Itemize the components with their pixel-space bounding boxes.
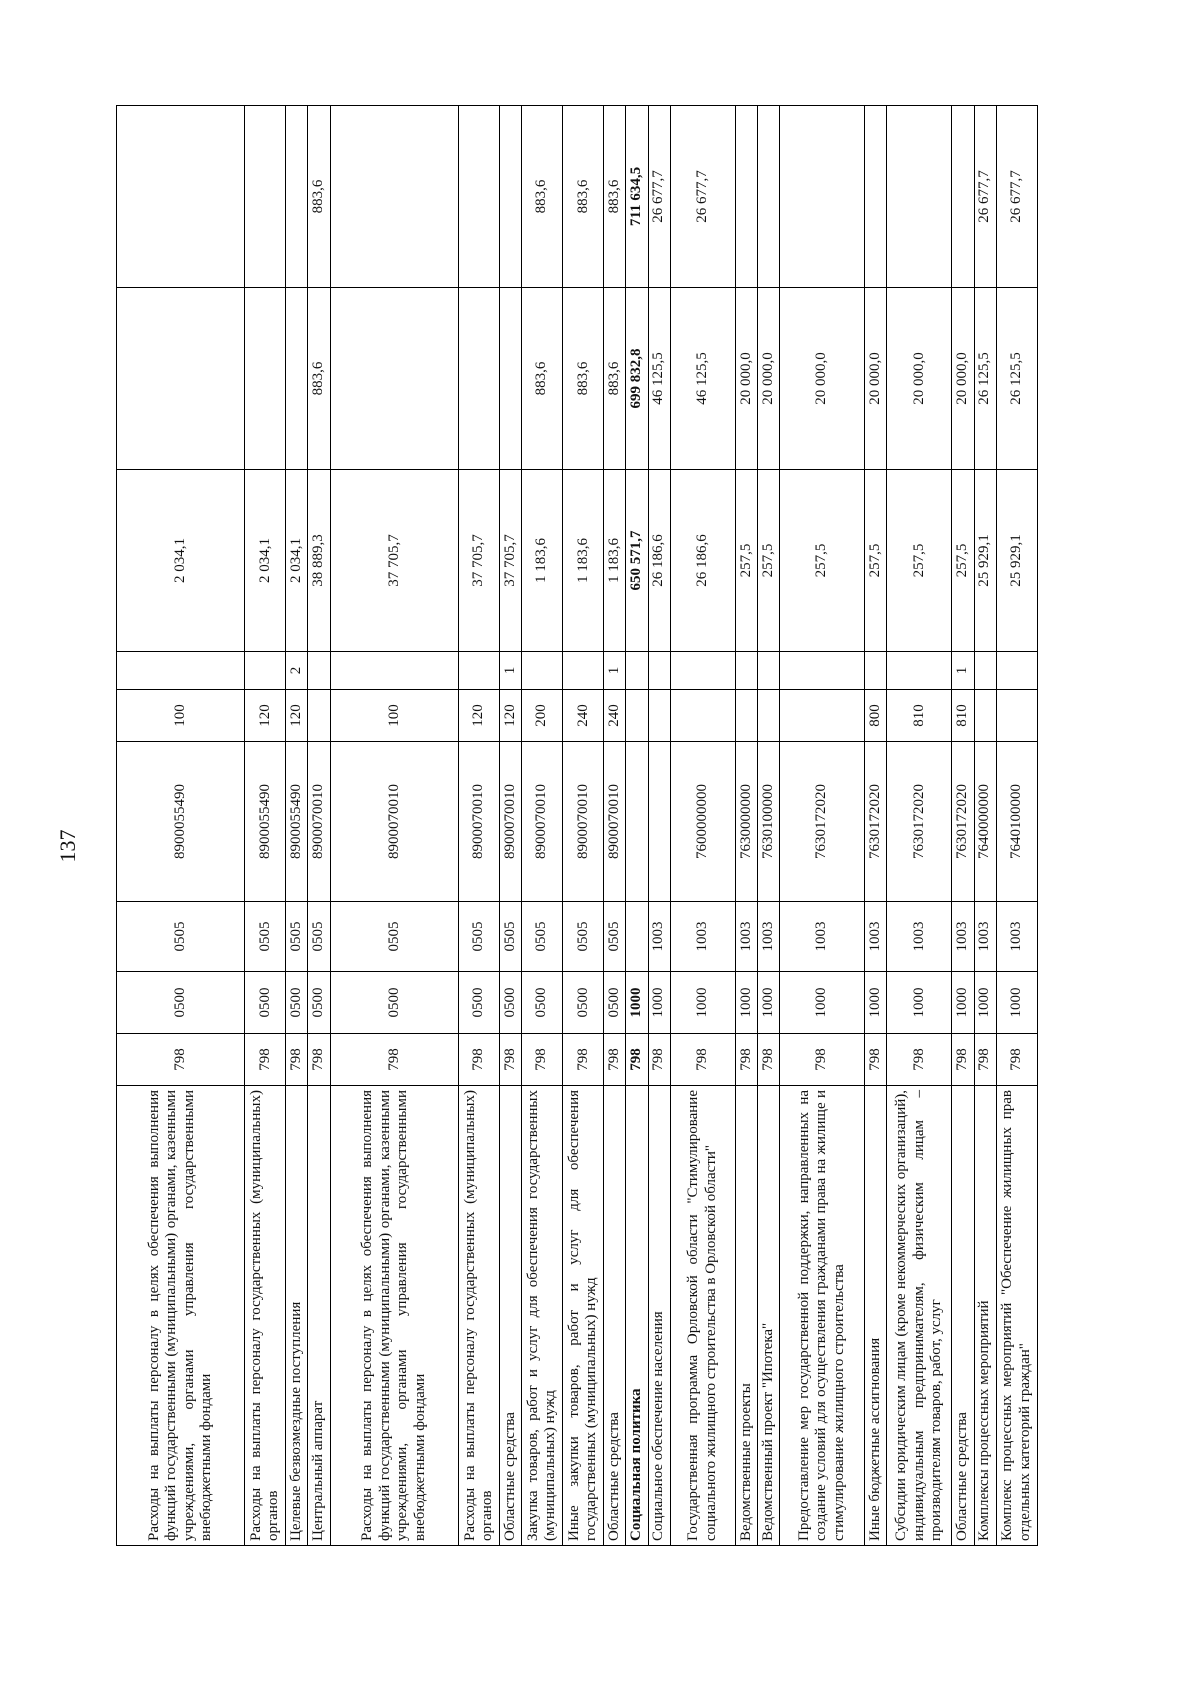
vr-code-cell [780,690,865,742]
name-cell: Государственная программа Орловской области "Стимулирование социального жилищного строительства в Орловской области" [670,1086,735,1546]
sum-year3-cell [499,106,521,288]
pr-code-cell: 0505 [458,902,499,972]
sum-year1-cell: 257,5 [952,470,974,652]
pr-code-cell: 1003 [670,902,735,972]
cs-code-cell: 8900055490 [286,742,308,902]
sum-year3-cell: 883,6 [308,106,330,288]
vr-code-cell [648,690,670,742]
name-cell: Ведомственные проекты [735,1086,757,1546]
cs-code-cell: 8900070010 [604,742,626,902]
cs-code-cell: 7630172020 [952,742,974,902]
sum-year1-cell: 257,5 [887,470,952,652]
sum-year2-cell [458,288,499,470]
rz-code-cell: 0500 [245,972,286,1034]
rz-code-cell: 0500 [458,972,499,1034]
source-code-cell: 1 [952,652,974,690]
gr-code-cell: 798 [499,1034,521,1086]
rz-code-cell: 0500 [117,972,245,1034]
sum-year1-cell: 37 705,7 [499,470,521,652]
source-code-cell [887,652,952,690]
vr-code-cell [758,690,780,742]
pr-code-cell: 0505 [522,902,563,972]
vr-code-cell: 810 [952,690,974,742]
pr-code-cell: 1003 [887,902,952,972]
vr-code-cell: 240 [563,690,604,742]
source-code-cell: 1 [604,652,626,690]
source-code-cell [780,652,865,690]
name-cell: Областные средства [952,1086,974,1546]
gr-code-cell: 798 [458,1034,499,1086]
table-row [458,106,499,1546]
cs-code-cell: 8900070010 [522,742,563,902]
gr-code-cell: 798 [245,1034,286,1086]
pr-code-cell: 0505 [245,902,286,972]
pr-code-cell: 0505 [117,902,245,972]
sum-year1-cell: 1 183,6 [522,470,563,652]
rz-code-cell: 0500 [522,972,563,1034]
sum-year2-cell: 20 000,0 [887,288,952,470]
sum-year2-cell: 20 000,0 [735,288,757,470]
sum-year2-cell: 883,6 [563,288,604,470]
sum-year2-cell: 26 125,5 [974,288,996,470]
vr-code-cell: 810 [887,690,952,742]
source-code-cell [563,652,604,690]
rz-code-cell: 1000 [648,972,670,1034]
cs-code-cell: 8900070010 [458,742,499,902]
name-cell: Расходы на выплаты персоналу государственных (муниципальных) органов [458,1086,499,1546]
sum-year3-cell [117,106,245,288]
rz-code-cell: 0500 [330,972,458,1034]
source-code-cell [626,652,648,690]
name-cell: Социальная политика [626,1086,648,1546]
cs-code-cell: 8900055490 [245,742,286,902]
sum-year1-cell: 1 183,6 [604,470,626,652]
sum-year2-cell: 699 832,8 [626,288,648,470]
gr-code-cell: 798 [758,1034,780,1086]
vr-code-cell [735,690,757,742]
sum-year1-cell: 38 889,3 [308,470,330,652]
source-code-cell [996,652,1037,690]
rz-code-cell: 0500 [286,972,308,1034]
sum-year3-cell [245,106,286,288]
gr-code-cell: 798 [952,1034,974,1086]
pr-code-cell: 1003 [865,902,887,972]
gr-code-cell: 798 [522,1034,563,1086]
cs-code-cell [626,742,648,902]
sum-year3-cell: 26 677,7 [648,106,670,288]
vr-code-cell: 100 [330,690,458,742]
sum-year3-cell: 26 677,7 [974,106,996,288]
sum-year1-cell: 25 929,1 [974,470,996,652]
table-row [286,106,308,1546]
sum-year1-cell: 257,5 [758,470,780,652]
cs-code-cell: 7630000000 [735,742,757,902]
source-code-cell: 1 [499,652,521,690]
gr-code-cell: 798 [563,1034,604,1086]
sum-year2-cell [117,288,245,470]
table-row [887,106,952,1546]
source-code-cell [670,652,735,690]
rz-code-cell: 1000 [996,972,1037,1034]
rz-code-cell: 1000 [670,972,735,1034]
gr-code-cell: 798 [670,1034,735,1086]
source-code-cell [117,652,245,690]
source-code-cell [330,652,458,690]
gr-code-cell: 798 [626,1034,648,1086]
sum-year2-cell [499,288,521,470]
budget-table [116,105,1038,1546]
table-row [499,106,521,1546]
rz-code-cell: 1000 [952,972,974,1034]
vr-code-cell: 800 [865,690,887,742]
cs-code-cell: 8900070010 [499,742,521,902]
name-cell: Областные средства [499,1086,521,1546]
source-code-cell [308,652,330,690]
name-cell: Предоставление мер государственной поддержки, направленных на создание условий для осуществления гражданами права на жилище и стимулирование жилищного строительства [780,1086,865,1546]
vr-code-cell [308,690,330,742]
sum-year2-cell [330,288,458,470]
gr-code-cell: 798 [648,1034,670,1086]
source-code-cell [974,652,996,690]
source-code-cell [735,652,757,690]
sum-year2-cell: 46 125,5 [648,288,670,470]
gr-code-cell: 798 [974,1034,996,1086]
pr-code-cell: 1003 [648,902,670,972]
sum-year1-cell: 2 034,1 [117,470,245,652]
pr-code-cell: 0505 [330,902,458,972]
sum-year3-cell [735,106,757,288]
sum-year3-cell: 711 634,5 [626,106,648,288]
rz-code-cell: 1000 [780,972,865,1034]
pr-code-cell: 0505 [604,902,626,972]
rz-code-cell: 0500 [563,972,604,1034]
sum-year1-cell: 37 705,7 [330,470,458,652]
vr-code-cell [996,690,1037,742]
vr-code-cell [974,690,996,742]
sum-year1-cell: 26 186,6 [670,470,735,652]
rz-code-cell: 0500 [604,972,626,1034]
gr-code-cell: 798 [308,1034,330,1086]
sum-year2-cell [245,288,286,470]
pr-code-cell: 1003 [952,902,974,972]
cs-code-cell: 8900070010 [563,742,604,902]
pr-code-cell: 0505 [563,902,604,972]
pr-code-cell [626,902,648,972]
name-cell: Комплекс процессных мероприятий "Обеспечение жилищных прав отдельных категорий граждан" [996,1086,1037,1546]
cs-code-cell: 8900070010 [308,742,330,902]
sum-year3-cell [458,106,499,288]
source-code-cell [245,652,286,690]
vr-code-cell [626,690,648,742]
table-row [626,106,648,1546]
table-row [604,106,626,1546]
vr-code-cell: 120 [245,690,286,742]
sum-year1-cell: 1 183,6 [563,470,604,652]
pr-code-cell: 1003 [974,902,996,972]
sum-year3-cell: 26 677,7 [996,106,1037,288]
page-number: 137 [55,829,80,863]
name-cell: Иные закупки товаров, работ и услуг для обеспечения государственных (муниципальных) нужд [563,1086,604,1546]
sum-year3-cell [286,106,308,288]
table-row [996,106,1037,1546]
pr-code-cell: 1003 [780,902,865,972]
name-cell: Иные бюджетные ассигнования [865,1086,887,1546]
sum-year1-cell: 2 034,1 [245,470,286,652]
cs-code-cell: 8900055490 [117,742,245,902]
vr-code-cell: 120 [458,690,499,742]
table-row [330,106,458,1546]
vr-code-cell [670,690,735,742]
pr-code-cell: 1003 [996,902,1037,972]
sum-year3-cell: 883,6 [604,106,626,288]
gr-code-cell: 798 [865,1034,887,1086]
sum-year1-cell: 2 034,1 [286,470,308,652]
sum-year1-cell: 37 705,7 [458,470,499,652]
cs-code-cell: 8900070010 [330,742,458,902]
name-cell: Субсидии юридическим лицам (кроме некоммерческих организаций), индивидуальным предпринимателям, физическим лицам – производителям товаров, работ, услуг [887,1086,952,1546]
table-row [952,106,974,1546]
vr-code-cell: 120 [286,690,308,742]
table-row [758,106,780,1546]
pr-code-cell: 0505 [499,902,521,972]
sum-year3-cell [758,106,780,288]
sum-year3-cell [887,106,952,288]
name-cell: Социальное обеспечение населения [648,1086,670,1546]
gr-code-cell: 798 [330,1034,458,1086]
pr-code-cell: 1003 [758,902,780,972]
source-code-cell [648,652,670,690]
sum-year2-cell: 20 000,0 [780,288,865,470]
cs-code-cell: 7630100000 [758,742,780,902]
sum-year2-cell: 883,6 [522,288,563,470]
rz-code-cell: 1000 [626,972,648,1034]
sum-year2-cell: 20 000,0 [865,288,887,470]
name-cell: Закупка товаров, работ и услуг для обеспечения государственных (муниципальных) нужд [522,1086,563,1546]
table-row [865,106,887,1546]
budget-table-rotated [116,106,1038,1546]
cs-code-cell: 7640000000 [974,742,996,902]
table-row [780,106,865,1546]
vr-code-cell: 240 [604,690,626,742]
sum-year2-cell: 883,6 [308,288,330,470]
rz-code-cell: 1000 [865,972,887,1034]
name-cell: Расходы на выплаты персоналу в целях обеспечения выполнения функций государственными (муниципальными) органами, казенными учреждениями, органами управления государственными внебюджетными фондами [330,1086,458,1546]
pr-code-cell: 0505 [308,902,330,972]
table-row [522,106,563,1546]
sum-year1-cell: 650 571,7 [626,470,648,652]
sum-year1-cell: 26 186,6 [648,470,670,652]
source-code-cell: 2 [286,652,308,690]
pr-code-cell: 1003 [735,902,757,972]
name-cell: Комплексы процессных мероприятий [974,1086,996,1546]
gr-code-cell: 798 [996,1034,1037,1086]
table-row [117,106,245,1546]
cs-code-cell [648,742,670,902]
name-cell: Расходы на выплаты персоналу государственных (муниципальных) органов [245,1086,286,1546]
vr-code-cell: 200 [522,690,563,742]
table-row [648,106,670,1546]
gr-code-cell: 798 [286,1034,308,1086]
name-cell: Областные средства [604,1086,626,1546]
gr-code-cell: 798 [735,1034,757,1086]
sum-year3-cell: 883,6 [563,106,604,288]
rz-code-cell: 1000 [887,972,952,1034]
sum-year2-cell [286,288,308,470]
source-code-cell [522,652,563,690]
cs-code-cell: 7600000000 [670,742,735,902]
sum-year2-cell: 46 125,5 [670,288,735,470]
sum-year2-cell: 20 000,0 [758,288,780,470]
source-code-cell [865,652,887,690]
table-row [974,106,996,1546]
name-cell: Целевые безвозмездные поступления [286,1086,308,1546]
sum-year3-cell [330,106,458,288]
sum-year3-cell: 883,6 [522,106,563,288]
rz-code-cell: 0500 [499,972,521,1034]
gr-code-cell: 798 [117,1034,245,1086]
cs-code-cell: 7640100000 [996,742,1037,902]
table-row [563,106,604,1546]
table-row [735,106,757,1546]
source-code-cell [758,652,780,690]
gr-code-cell: 798 [780,1034,865,1086]
table-row [670,106,735,1546]
sum-year1-cell: 25 929,1 [996,470,1037,652]
cs-code-cell: 7630172020 [887,742,952,902]
cs-code-cell: 7630172020 [865,742,887,902]
sum-year3-cell [952,106,974,288]
sum-year1-cell: 257,5 [735,470,757,652]
rz-code-cell: 1000 [758,972,780,1034]
rz-code-cell: 1000 [974,972,996,1034]
source-code-cell [458,652,499,690]
table-row [245,106,286,1546]
table-row [308,106,330,1546]
cs-code-cell: 7630172020 [780,742,865,902]
sum-year2-cell: 20 000,0 [952,288,974,470]
sum-year2-cell: 883,6 [604,288,626,470]
vr-code-cell: 100 [117,690,245,742]
rz-code-cell: 0500 [308,972,330,1034]
sum-year3-cell [780,106,865,288]
sum-year2-cell: 26 125,5 [996,288,1037,470]
vr-code-cell: 120 [499,690,521,742]
sum-year1-cell: 257,5 [780,470,865,652]
sum-year3-cell: 26 677,7 [670,106,735,288]
gr-code-cell: 798 [887,1034,952,1086]
sum-year1-cell: 257,5 [865,470,887,652]
name-cell: Ведомственный проект "Ипотека" [758,1086,780,1546]
pr-code-cell: 0505 [286,902,308,972]
name-cell: Центральный аппарат [308,1086,330,1546]
sum-year3-cell [865,106,887,288]
gr-code-cell: 798 [604,1034,626,1086]
name-cell: Расходы на выплаты персоналу в целях обеспечения выполнения функций государственными (муниципальными) органами, казенными учреждениями, органами управления государственными внебюджетными фондами [117,1086,245,1546]
rz-code-cell: 1000 [735,972,757,1034]
